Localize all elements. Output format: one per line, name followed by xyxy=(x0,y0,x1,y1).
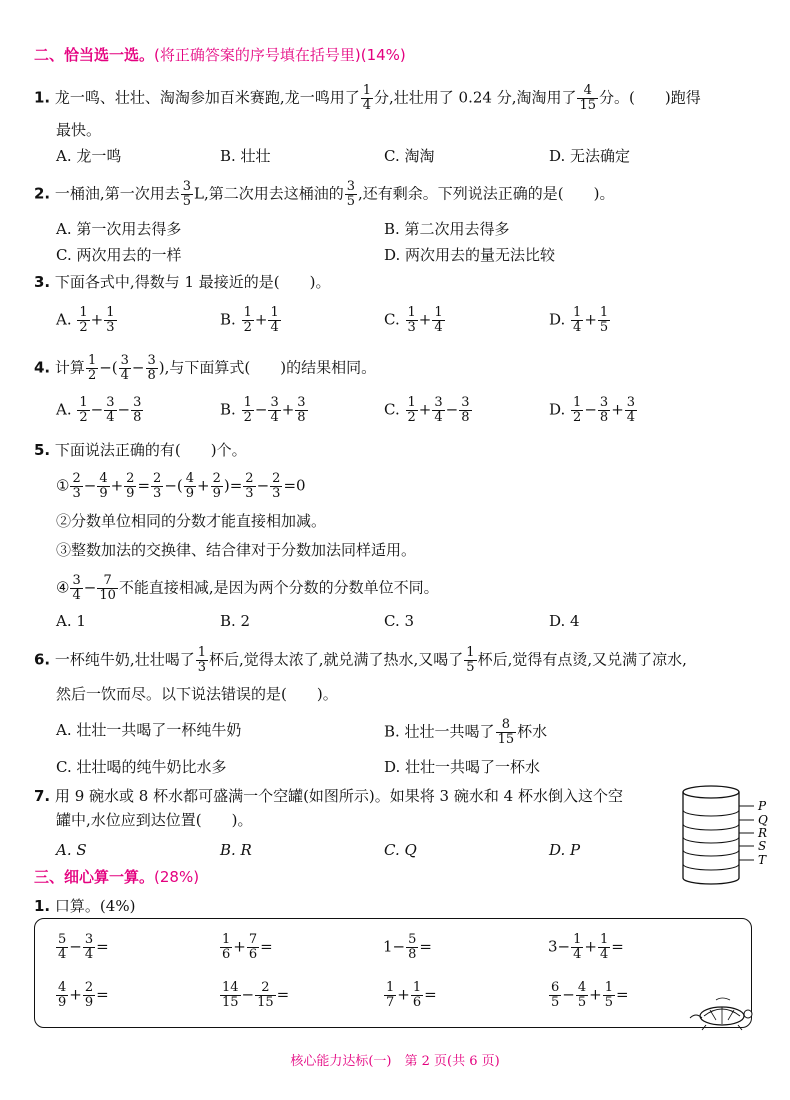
option-c[interactable]: C. $\frac{1}{2}$ + $\frac{3}{4}$ − $\frac{3}{8}$ xyxy=(384,395,470,425)
calc-item[interactable]: $\frac{6}{5}$ − $\frac{4}{5}$ + $\frac{1}{5}$ = xyxy=(551,980,629,1010)
question-7-line2[interactable]: 罐中,水位应到达位置( )。 xyxy=(56,811,253,829)
section-3-note: (28%) xyxy=(154,868,200,886)
option-d[interactable]: D. 无法确定 xyxy=(549,147,631,165)
question-1 xyxy=(34,84,701,113)
calc-item[interactable]: 3− $\frac{1}{4}$ + $\frac{1}{4}$ = xyxy=(548,932,624,962)
section-2-note: (将正确答案的序号填在括号里)(14%) xyxy=(154,46,406,64)
section-3-header xyxy=(34,866,199,887)
fraction: $\frac{1}{4}$ xyxy=(434,305,443,335)
option-c[interactable]: C. Q xyxy=(384,841,417,859)
option-c[interactable]: C. $\frac{1}{3}$ + $\frac{1}{4}$ xyxy=(384,305,443,335)
fraction: $\frac{1}{4}$ xyxy=(362,83,371,113)
calc-item[interactable]: $\frac{1}{7}$ + $\frac{1}{6}$ = xyxy=(386,980,437,1010)
page-footer: 核心能力达标(一) 第 2 页(共 6 页) xyxy=(290,1054,500,1069)
option-b[interactable]: B. 2 xyxy=(220,612,251,630)
option-b[interactable]: B. $\frac{1}{2}$ + $\frac{1}{4}$ xyxy=(220,305,279,335)
answer-blank[interactable]: 下面说法正确的有( )个。 xyxy=(54,441,247,459)
statement-4: ④ $\frac{3}{4}$ − $\frac{7}{10}$ 不能直接相减,是因为两个分数的分数单位不同。 xyxy=(56,573,439,603)
turtle-doodle-icon xyxy=(686,996,758,1032)
level-label-s: S xyxy=(758,839,767,853)
statement-3: ③整数加法的交换律、结合律对于分数加法同样适用。 xyxy=(56,541,417,559)
section-2-header xyxy=(34,44,406,65)
answer-blank[interactable]: ,还有剩余。下列说法正确的是( )。 xyxy=(358,184,615,203)
fraction: $\frac{1}{4}$ xyxy=(573,305,582,335)
option-a[interactable]: A. S xyxy=(56,841,87,859)
fraction: $\frac{3}{4}$ xyxy=(120,353,129,383)
option-d[interactable]: D. 4 xyxy=(549,612,580,630)
option-c[interactable]: C. 壮壮喝的纯牛奶比水多 xyxy=(56,758,227,776)
option-d[interactable]: D. P xyxy=(549,841,581,859)
question-7: 7. 用 9 碗水或 8 杯水都可盛满一个空罐(如图所示)。如果将 3 碗水和 4 杯水倒入这个空 xyxy=(34,787,623,805)
fraction: $\frac{1}{3}$ xyxy=(407,305,416,335)
question-text: 口算。(4%) xyxy=(54,897,136,915)
option-b[interactable]: B. 壮壮一共喝了 $\frac{8}{15}$ 杯水 xyxy=(384,717,548,747)
calc-item[interactable]: $\frac{5}{4}$ − $\frac{3}{4}$ = xyxy=(58,932,109,962)
option-a[interactable]: A. 1 xyxy=(56,612,86,630)
section-2-title: 二、恰当选一选。 xyxy=(34,46,155,64)
fraction: $\frac{3}{5}$ xyxy=(346,179,355,209)
answer-blank[interactable]: 分。( )跑得 xyxy=(599,88,701,107)
question-number: 3. xyxy=(34,273,51,291)
fraction: $\frac{1}{2}$ xyxy=(79,305,88,335)
question-3 xyxy=(34,272,330,292)
option-b[interactable]: B. 壮壮 xyxy=(220,147,271,165)
option-b[interactable]: B. 第二次用去得多 xyxy=(384,220,510,238)
question-number: 5. xyxy=(34,441,51,459)
fraction: $\frac{1}{2}$ xyxy=(243,305,252,335)
question-number: 4. xyxy=(34,358,51,377)
option-a[interactable]: A. $\frac{1}{2}$ + $\frac{1}{3}$ xyxy=(56,305,115,335)
option-c[interactable]: C. 淘淘 xyxy=(384,147,435,165)
question-5 xyxy=(34,440,247,460)
question-text: 龙一鸣、壮壮、淘淘参加百米赛跑,龙一鸣用了 xyxy=(54,88,360,107)
level-label-q: Q xyxy=(758,813,768,827)
calc-item[interactable]: $\frac{14}{15}$ − $\frac{2}{15}$ = xyxy=(222,980,290,1010)
option-a[interactable]: A. 壮壮一共喝了一杯纯牛奶 xyxy=(56,721,242,739)
calc-item[interactable]: $\frac{1}{6}$ + $\frac{7}{6}$ = xyxy=(222,932,273,962)
section-3-title: 三、细心算一算。 xyxy=(34,868,155,886)
fraction: $\frac{1}{4}$ xyxy=(270,305,279,335)
calc-item[interactable]: $\frac{4}{9}$ + $\frac{2}{9}$ = xyxy=(58,980,109,1010)
statement-1: ① $\frac{2}{3}$ − $\frac{4}{9}$ + $\frac{2}{9}$ = $\frac{2}{3}$ −( $\frac{4}{9}$ + $\frac{2}{9}$ )= $\frac{2}{3}$ − $\frac{2}{3}$ =0 xyxy=(56,471,306,501)
option-d[interactable]: D. 两次用去的量无法比较 xyxy=(384,246,556,264)
option-c[interactable]: C. 两次用去的一样 xyxy=(56,246,182,264)
level-label-t: T xyxy=(758,853,767,867)
option-d[interactable]: D. $\frac{1}{4}$ + $\frac{1}{5}$ xyxy=(549,305,609,335)
question-number: 7. xyxy=(34,787,51,805)
calc-question-1 xyxy=(34,896,135,916)
question-number: 2. xyxy=(34,184,51,203)
answer-blank[interactable]: 下面各式中,得数与 1 最接近的是( )。 xyxy=(54,273,331,291)
question-number: 1. xyxy=(34,897,51,915)
option-a[interactable]: A. 第一次用去得多 xyxy=(56,220,182,238)
question-4: 4. 计算 $\frac{1}{2}$ −( $\frac{3}{4}$ − $\frac{3}{8}$ ),与下面算式( )的结果相同。 xyxy=(34,353,377,383)
answer-blank[interactable]: ,与下面算式( )的结果相同。 xyxy=(164,358,377,377)
fraction: $\frac{1}{3}$ xyxy=(106,305,115,335)
option-b[interactable]: B. $\frac{1}{2}$ − $\frac{3}{4}$ + $\frac{3}{8}$ xyxy=(220,395,306,425)
question-text: 一桶油,第一次用去 xyxy=(54,184,180,203)
question-1-line2: 最快。 xyxy=(56,121,102,139)
water-tank-diagram xyxy=(676,782,776,888)
fraction: $\frac{1}{2}$ xyxy=(87,353,97,383)
level-label-p: P xyxy=(758,799,767,813)
question-6: 6. 一杯纯牛奶,壮壮喝了 $\frac{1}{3}$ 杯后,觉得太浓了,就兑满了热水,又喝了 $\frac{1}{5}$ 杯后,觉得有点烫,又兑满了凉水, xyxy=(34,645,687,675)
option-b[interactable]: B. R xyxy=(220,841,252,859)
option-d[interactable]: D. $\frac{1}{2}$ − $\frac{3}{8}$ + $\frac{3}{4}$ xyxy=(549,395,636,425)
question-number: 6. xyxy=(34,650,51,669)
mental-math-box xyxy=(34,918,752,1028)
level-label-r: R xyxy=(758,826,768,840)
statement-2: ②分数单位相同的分数才能直接相加减。 xyxy=(56,512,327,530)
fraction: $\frac{1}{5}$ xyxy=(599,305,609,335)
question-2 xyxy=(34,180,614,209)
option-a[interactable]: A. 龙一鸣 xyxy=(56,147,122,165)
question-text: 分,壮壮用了 0.24 分,淘淘用了 xyxy=(373,88,577,107)
question-number: 1. xyxy=(34,88,51,107)
question-6-line2[interactable]: 然后一饮而尽。以下说法错误的是( )。 xyxy=(56,685,338,703)
fraction: $\frac{4}{15}$ xyxy=(579,83,597,113)
question-text: L,第二次用去这桶油的 xyxy=(193,184,344,203)
option-a[interactable]: A. $\frac{1}{2}$ − $\frac{3}{4}$ − $\frac{3}{8}$ xyxy=(56,395,142,425)
fraction: $\frac{3}{8}$ xyxy=(147,353,156,383)
question-text: 计算 xyxy=(54,358,85,377)
fraction: $\frac{3}{5}$ xyxy=(182,179,191,209)
calc-item[interactable]: 1− $\frac{5}{8}$ = xyxy=(383,932,432,962)
option-d[interactable]: D. 壮壮一共喝了一杯水 xyxy=(384,758,541,776)
option-c[interactable]: C. 3 xyxy=(384,612,415,630)
